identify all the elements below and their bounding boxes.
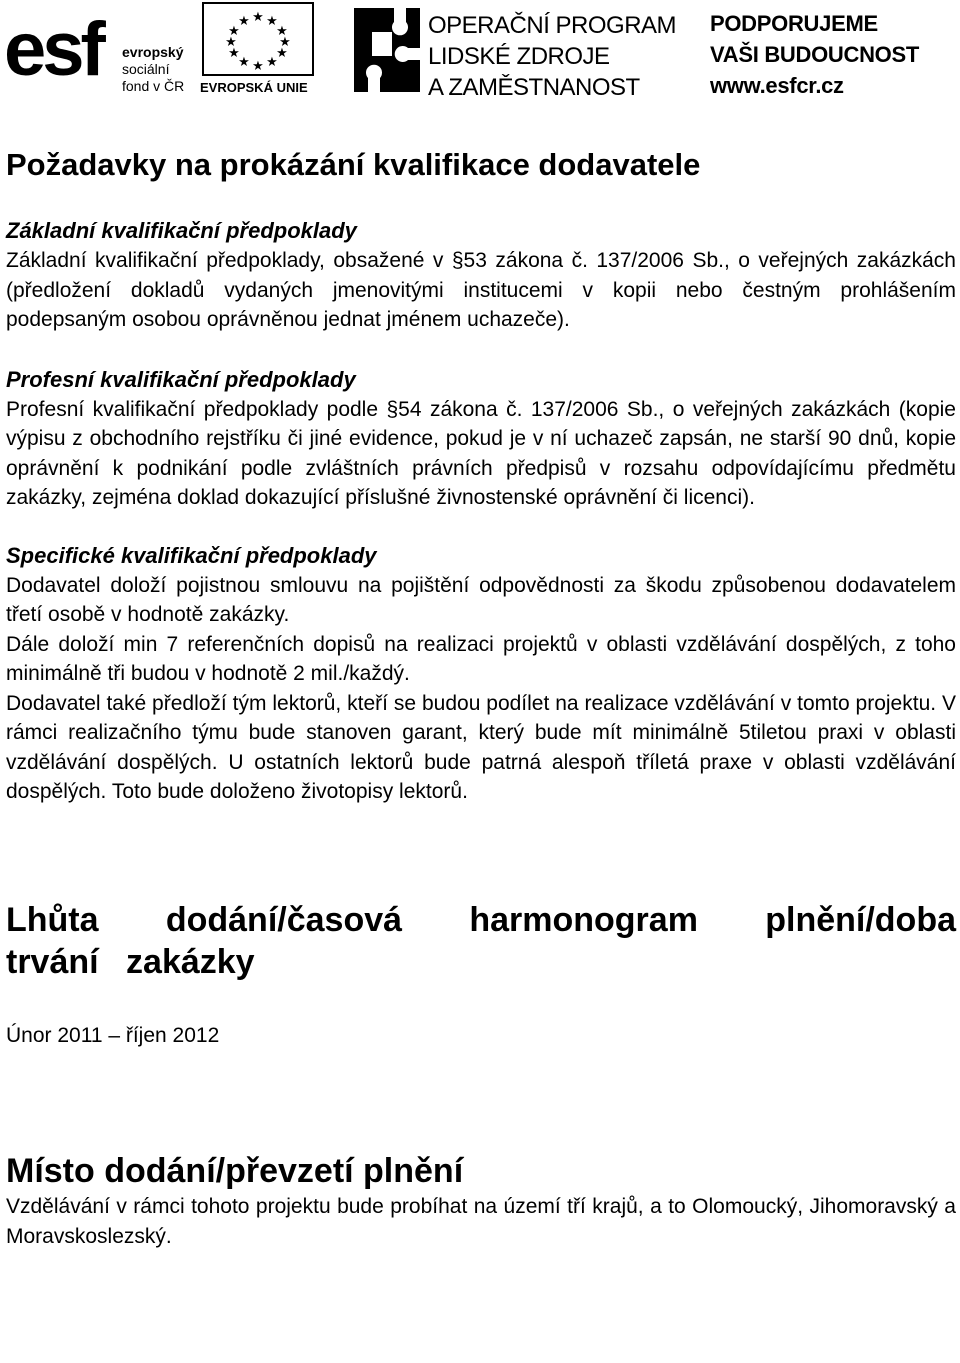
svg-text:★: ★ bbox=[228, 23, 240, 38]
eu-flag-icon bbox=[202, 2, 314, 76]
esf-logo-text bbox=[122, 44, 184, 95]
program-name bbox=[428, 10, 676, 103]
program-line-2: LIDSKÉ ZDROJE bbox=[428, 43, 610, 70]
page-header bbox=[0, 0, 960, 105]
svg-text:★: ★ bbox=[238, 13, 250, 28]
svg-text:★: ★ bbox=[279, 34, 291, 49]
specific-heading: Specifické kvalifikační předpoklady bbox=[6, 542, 377, 568]
svg-text:★: ★ bbox=[238, 54, 250, 69]
program-line-1: OPERAČNÍ PROGRAM bbox=[428, 12, 677, 39]
svg-text:★: ★ bbox=[252, 9, 264, 24]
eu-label: EVROPSKÁ UNIE bbox=[200, 80, 308, 95]
svg-text:★: ★ bbox=[225, 34, 237, 49]
svg-text:★: ★ bbox=[266, 54, 278, 69]
esf-line-1: evropský bbox=[122, 44, 184, 60]
deadline-heading-text: Lhůta dodání/časová harmonogram plnění/doba trvání zakázky bbox=[6, 900, 956, 981]
svg-text:★: ★ bbox=[266, 13, 278, 28]
support-url: www.esfcr.cz bbox=[710, 73, 844, 98]
place-heading: Místo dodání/převzetí plnění bbox=[6, 1152, 464, 1190]
program-line-3: A ZAMĚSTNANOST bbox=[428, 74, 640, 101]
esf-logo-letters: esf bbox=[4, 7, 102, 92]
professional-text: Profesní kvalifikační předpoklady podle §54 zákona č. 137/2006 Sb., o veřejných zakázkách (kopie výpisu z obchodního rejstříku či jiné evidence, pokud je v ní uchazeč zapsán, ne starší 90 dnů, kopie oprávnění k podnikání podle zvláštních právních předpisů v rozsahu odpovídajícímu předmětu zakázky, zejména doklad dokazující příslušné živnostenské oprávnění či licenci). bbox=[6, 397, 956, 509]
professional-heading: Profesní kvalifikační předpoklady bbox=[6, 366, 356, 392]
oplzz-logo bbox=[350, 2, 677, 101]
esf-line-3: fond v ČR bbox=[122, 78, 185, 94]
page-title: Požadavky na prokázání kvalifikace dodavatele bbox=[6, 147, 701, 182]
esf-line-2: sociální bbox=[122, 61, 170, 77]
support-slogan bbox=[710, 8, 919, 101]
specific-paragraph-1: Dodavatel doloží pojistnou smlouvu na pojištění odpovědnosti za škodu způsobenou dodavatelem třetí osobě v hodnotě zakázky. bbox=[6, 573, 956, 626]
svg-text:★: ★ bbox=[276, 23, 288, 38]
place-text: Vzdělávání v rámci tohoto projektu bude probíhat na území tří krajů, a to Olomoucký, Jihomoravský a Moravskoslezský. bbox=[6, 1195, 956, 1248]
svg-text:★: ★ bbox=[276, 45, 288, 60]
svg-text:★: ★ bbox=[228, 45, 240, 60]
eu-logo bbox=[200, 2, 318, 98]
basic-text: Základní kvalifikační předpoklady, obsažené v §53 zákona č. 137/2006 Sb., o veřejných zakázkách (předložení dokladů vydaných jmenovitými institucemi v kopii nebo čestným prohlášením podepsaným osobou oprávněnou jednat jménem uchazeče). bbox=[6, 249, 956, 331]
support-line-1: PODPORUJEME bbox=[710, 11, 878, 36]
esf-logo bbox=[4, 2, 194, 98]
document-body bbox=[6, 140, 956, 1251]
deadline-heading bbox=[6, 899, 956, 983]
svg-text:★: ★ bbox=[252, 58, 264, 73]
support-line-2: VAŠI BUDOUCNOST bbox=[710, 42, 919, 67]
basic-heading: Základní kvalifikační předpoklady bbox=[6, 218, 357, 243]
specific-paragraph-2: Dále doloží min 7 referenčních dopisů na realizaci projektů v oblasti vzdělávání dospělých, z toho minimálně tři budou v hodnotě 2 mil./každý. bbox=[6, 632, 956, 685]
puzzle-icon bbox=[350, 2, 424, 98]
specific-paragraph-3: Dodavatel také předloží tým lektorů, kteří se budou podílet na realizace vzdělávání v tomto projektu. V rámci realizačního týmu bude stanoven garant, který bude mít minimálně 5tiletou praxi v oblasti vzdělávání dospělých. U ostatních lektorů bude patrná alespoň tříletá praxe v oblasti vzdělávání dospělých. Toto bude doloženo životopisy lektorů. bbox=[6, 691, 956, 803]
deadline-text: Únor 2011 – říjen 2012 bbox=[6, 1023, 220, 1047]
